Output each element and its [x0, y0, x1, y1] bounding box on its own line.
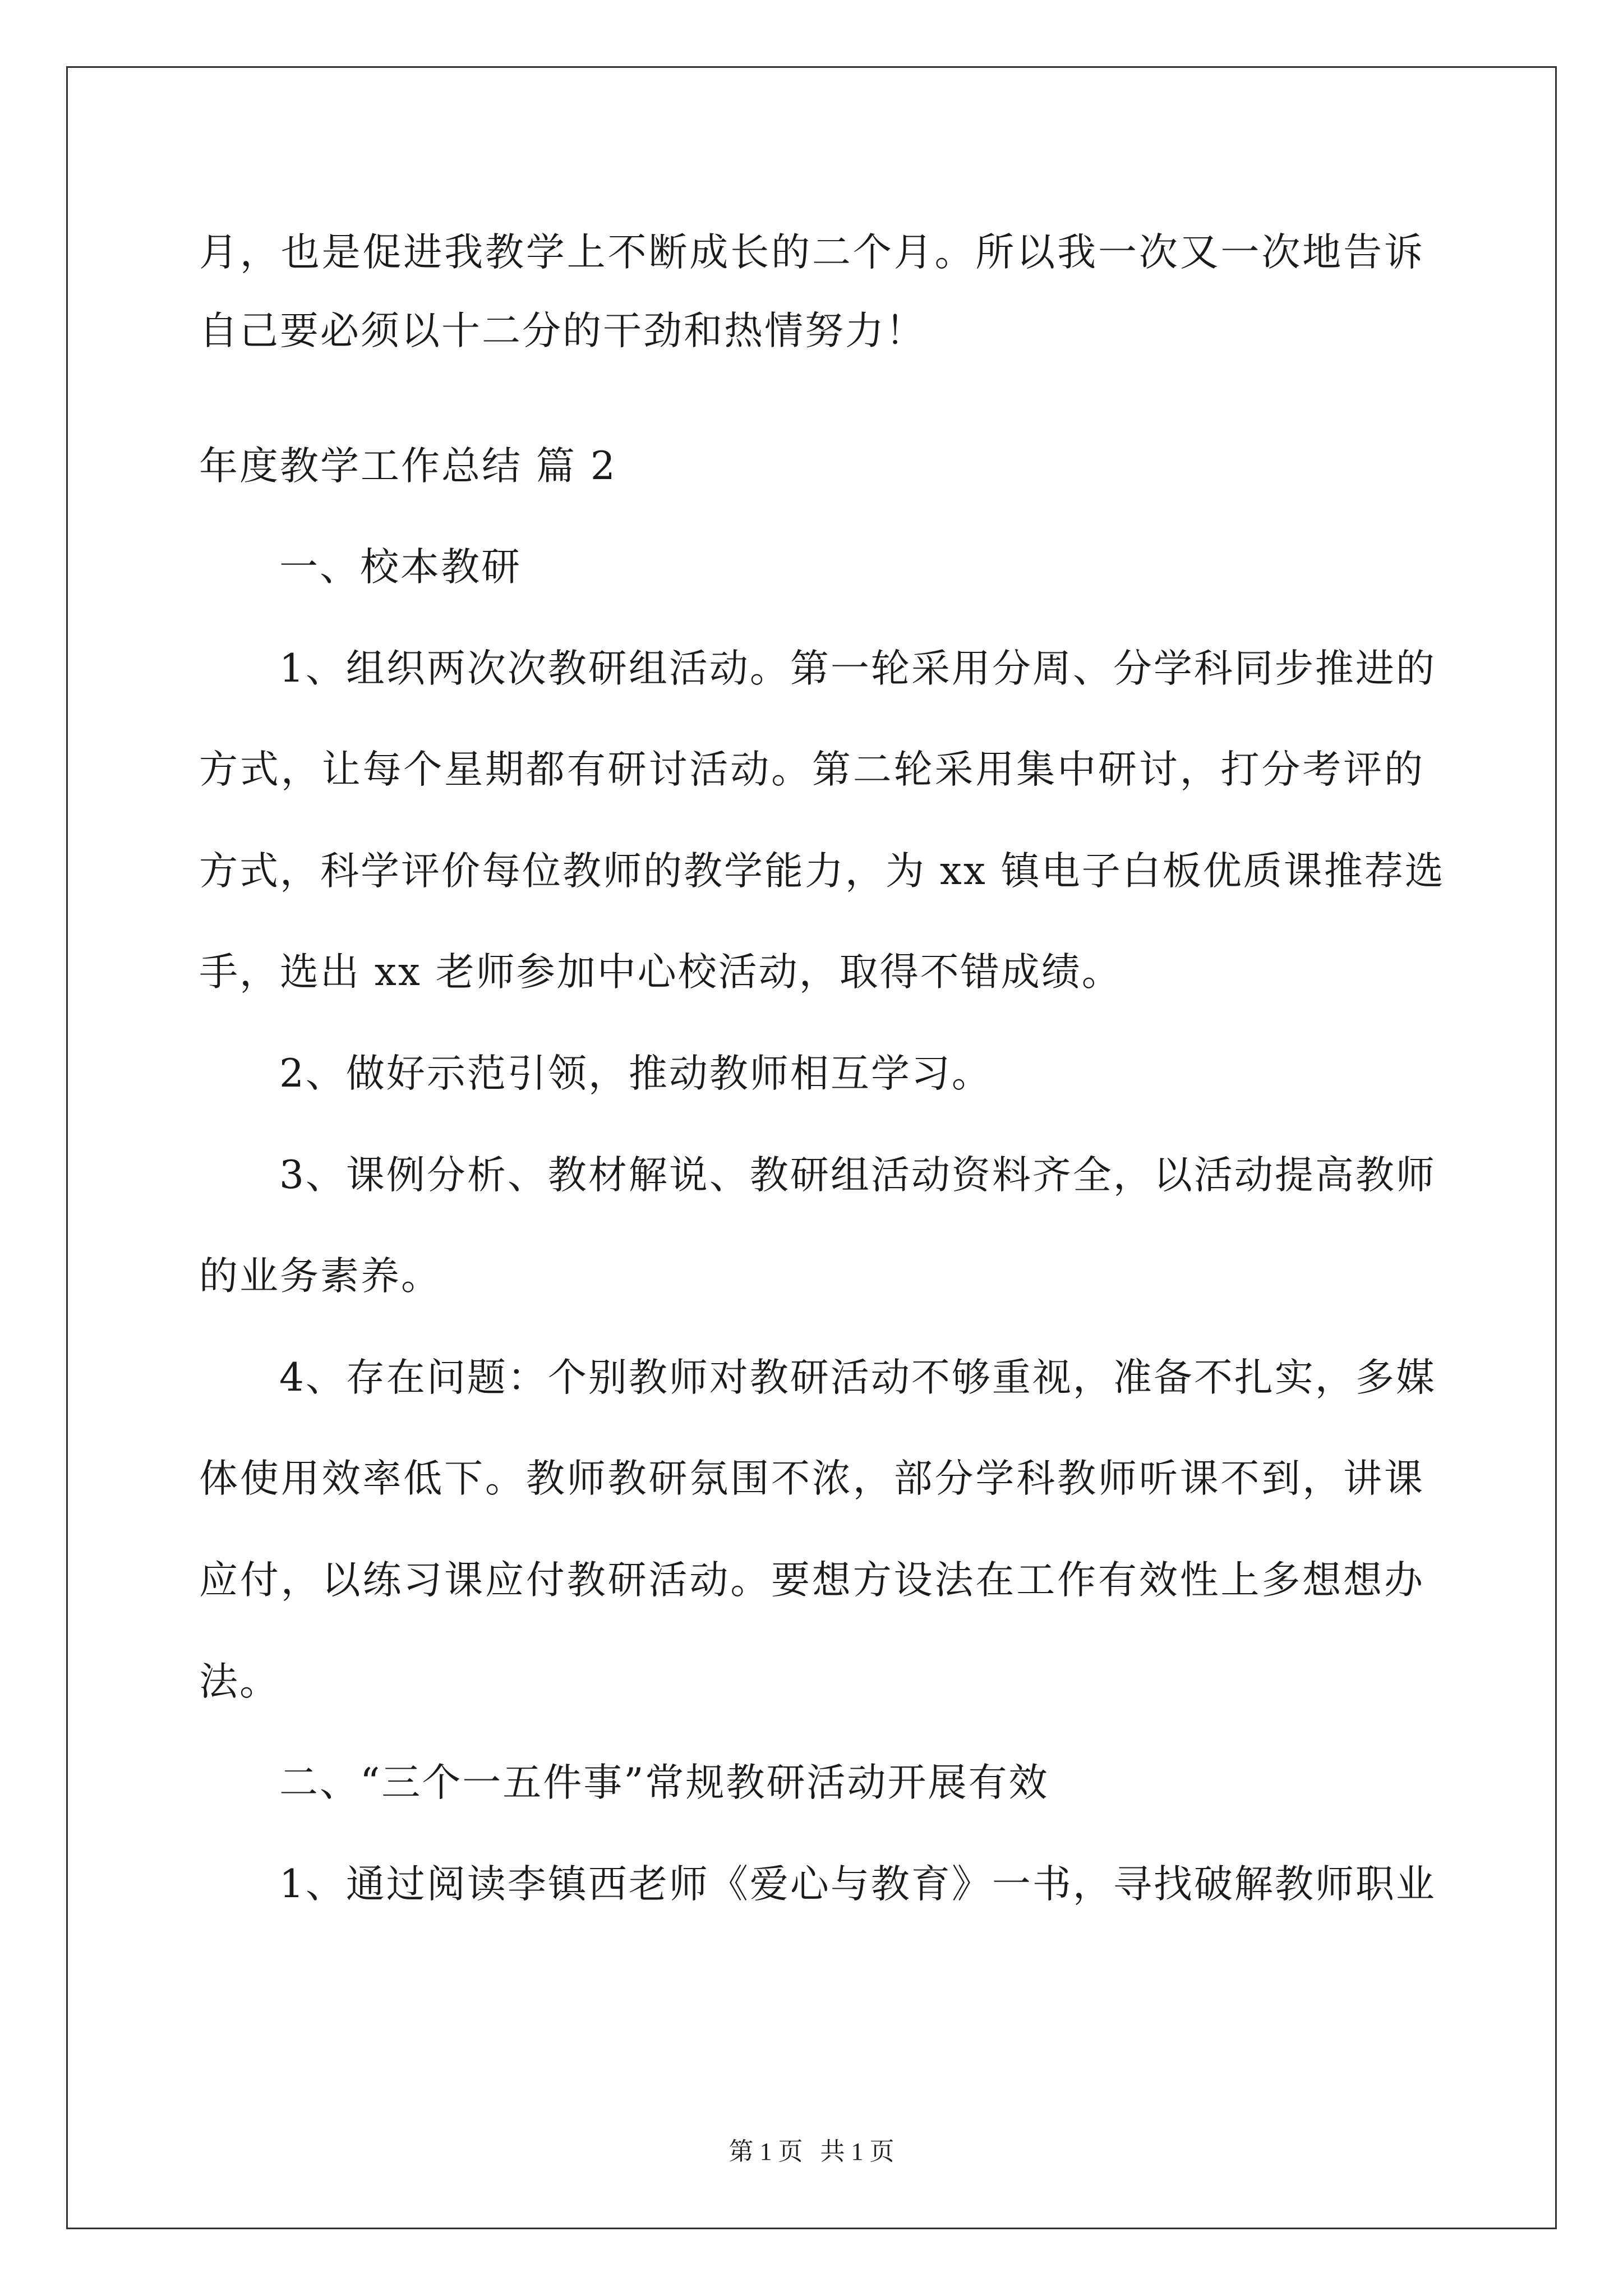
- paragraph-line: 自己要必须以十二分的干劲和热情努力！: [199, 309, 926, 353]
- paragraph-line: 1、组织两次次教研组活动。第一轮采用分周、分学科同步推进的: [279, 646, 1436, 691]
- section-heading: 一、校本教研: [279, 545, 522, 590]
- section-heading: 二、“三个一五件事”常规教研活动开展有效: [279, 1760, 1049, 1805]
- paragraph-line: 手，选出 xx 老师参加中心校活动，取得不错成绩。: [199, 950, 1122, 995]
- paragraph-line: 体使用效率低下。教师教研氛围不浓，部分学科教师听课不到，讲课: [199, 1456, 1424, 1501]
- section-title: 年度教学工作总结 篇 2: [199, 444, 617, 489]
- paragraph-line: 的业务素养。: [199, 1254, 441, 1299]
- paragraph-line: 月，也是促进我教学上不断成长的二个月。所以我一次又一次地告诉: [199, 230, 1424, 275]
- page-footer: [0, 2135, 1623, 2169]
- paragraph-line: 方式，科学评价每位教师的教学能力，为 xx 镇电子白板优质课推荐选: [199, 849, 1445, 894]
- paragraph-line: 1、通过阅读李镇西老师《爱心与教育》一书，寻找破解教师职业: [279, 1862, 1436, 1907]
- paragraph-line: 方式，让每个星期都有研讨活动。第二轮采用集中研讨，打分考评的: [199, 747, 1424, 792]
- paragraph-line: 4、存在问题：个别教师对教研活动不够重视，准备不扎实，多媒: [279, 1355, 1436, 1400]
- paragraph-line: 法。: [199, 1659, 280, 1704]
- paragraph-line: 应付，以练习课应付教研活动。要想方设法在工作有效性上多想想办: [199, 1558, 1424, 1603]
- page-number: 第 1 页: [728, 2138, 803, 2165]
- paragraph-line: 3、课例分析、教材解说、教研组活动资料齐全，以活动提高教师: [279, 1153, 1436, 1198]
- page-total: 共 1 页: [820, 2138, 895, 2165]
- paragraph-line: 2、做好示范引领，推动教师相互学习。: [279, 1051, 992, 1096]
